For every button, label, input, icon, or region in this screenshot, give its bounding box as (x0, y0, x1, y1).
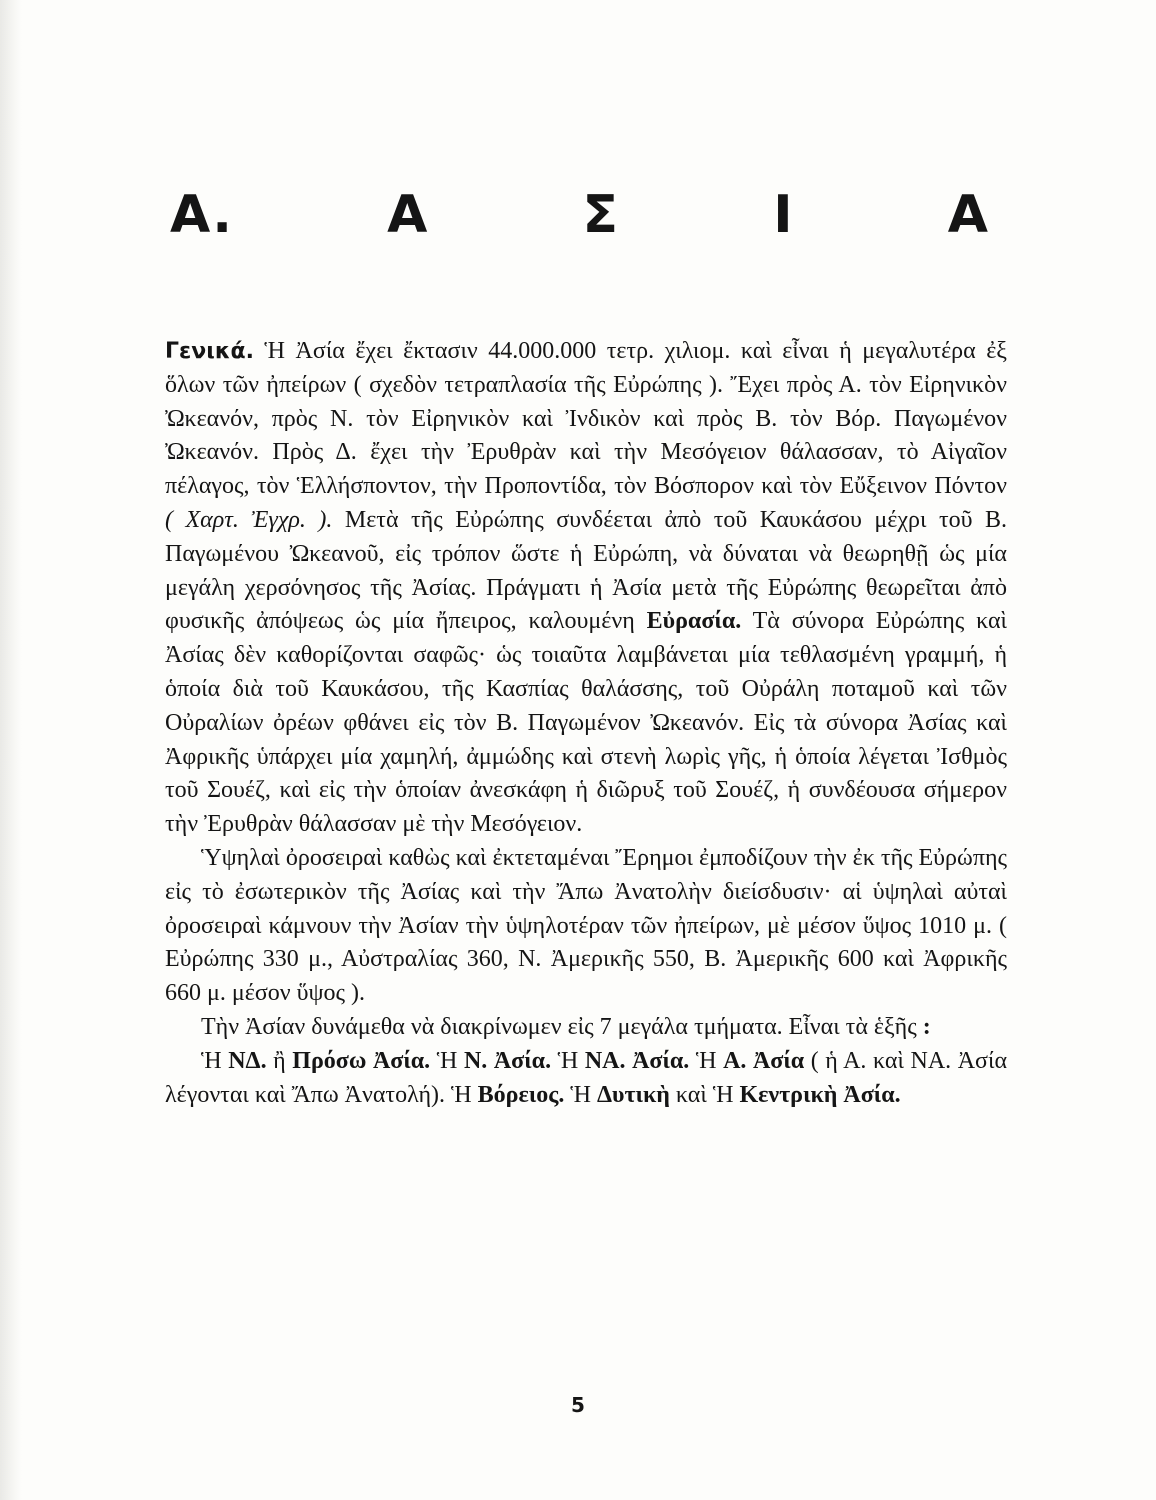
title-letter: Ι (773, 184, 795, 245)
text-run: Ἡ (689, 1047, 724, 1074)
text-run: Τὰ σύνορα Εὐρώπης καὶ Ἀσίας δὲν καθορίζονται σαφῶς· ὡς τοιαῦτα λαμβάνεται μία τεθλασμένη γραμμή, ἡ ὁποία διὰ τοῦ Καυκάσου, τῆς Κασπίας θαλάσσης, τοῦ Οὐράλη ποταμοῦ καὶ τῶν Οὐραλίων ὀρέων φθάνει εἰς τὸν Β. Παγωμένον Ὠκεανόν. Εἰς τὰ σύνορα Ἀσίας καὶ Ἀφρικῆς ὑπάρχει μία χαμηλή, ἀμμώδης καὶ στενὴ λωρὶς γῆς, ἡ ὁποία λέγεται Ἰσθμὸς τοῦ Σουέζ, καὶ εἰς τὴν ὁποίαν ἀνεσκάφη ἡ διῶρυξ τοῦ Σουέζ, ἡ συνδέουσα σήμερον τὴν Ἐρυθρὰν θάλασσαν μὲ τὴν Μεσόγειον. (165, 608, 1008, 838)
region-name: Δυτικὴ (596, 1081, 670, 1108)
region-name: Βόρειος. (477, 1081, 565, 1108)
text-run: Ἡ (564, 1081, 597, 1108)
map-reference: ( Χαρτ. Ἐγχρ. ). (165, 506, 333, 533)
page-number: 5 (571, 1393, 585, 1417)
paragraph-general (165, 335, 1007, 842)
paragraph-mountains: Ὑψηλαὶ ὀροσειραὶ καθὼς καὶ ἐκτεταμέναι Ἔρημοι ἐμποδίζουν τὴν ἐκ τῆς Εὐρώπης εἰς τὸ ἐσωτερικὸν τῆς Ἀσίας καὶ τὴν Ἄπω Ἀνατολὴν διείσδυσιν· αἱ ὑψηλαὶ αὐταὶ ὀροσειραὶ κάμνουν τὴν Ἀσίαν τὴν ὑψηλοτέραν τῶν ἠπείρων, μὲ μέσον ὕψος 1010 μ. ( Εὐρώπης 330 μ., Αὐστραλίας 360, Ν. Ἀμερικῆς 550, Β. Ἀμερικῆς 600 καὶ Ἀφρικῆς 660 μ. μέσον ὕψος ). (165, 844, 1008, 1007)
region-name: Πρόσω Ἀσία. (292, 1047, 431, 1074)
region-name: ΝΑ. Ἀσία. (584, 1047, 690, 1074)
text-run: Τὴν Ἀσίαν δυνάμεθα νὰ διακρίνωμεν εἰς 7 μεγάλα τμήματα. Εἶναι τὰ ἑξῆς (201, 1013, 917, 1040)
paragraph-divisions (165, 1011, 1007, 1045)
title-letter: Α. (170, 184, 234, 245)
text-run: Ἡ (201, 1047, 229, 1074)
page-title (170, 185, 990, 245)
body-text (165, 335, 1007, 1112)
text-run: Ἡ (551, 1047, 585, 1074)
section-lead: Γενικά. (165, 339, 254, 364)
title-letter: Α (387, 184, 430, 245)
scan-edge-shadow (0, 0, 22, 1500)
region-name: Κεντρικὴ Ἀσία. (739, 1081, 901, 1108)
region-name: Ν. Ἀσία. (463, 1047, 552, 1074)
text-run: Ἡ Ἀσία ἔχει ἔκτασιν 44.000.000 τετρ. χιλιομ. καὶ εἶναι ἡ μεγαλυτέρα ἐξ ὅλων τῶν ἠπείρων ( σχεδὸν τετραπλασία τῆς Εὐρώπης ). Ἔχει πρὸς Α. τὸν Εἰρηνικὸν Ὠκεανόν, πρὸς Ν. τὸν Εἰρηνικὸν καὶ Ἰνδικὸν καὶ πρὸς Β. τὸν Βόρ. Παγωμένον Ὠκεανόν. Πρὸς Δ. ἔχει τὴν Ἐρυθρὰν καὶ τὴν Μεσόγειον θάλασσαν, τὸ Αἰγαῖον πέλαγος, τὸν Ἑλλήσποντον, τὴν Προποντίδα, τὸν Βόσπορον καὶ τὸν Εὔξεινον Πόντον (165, 338, 1007, 500)
text-run: Ἡ (430, 1047, 464, 1074)
region-name: Α. Ἀσία (723, 1047, 805, 1074)
title-letter: Α (947, 184, 990, 245)
title-letter: Σ (582, 184, 621, 245)
text-run: : (916, 1013, 931, 1040)
term-eurasia: Εὐρασία. (646, 608, 742, 635)
text-run: Μετὰ τῆς Εὐρώπης συνδέεται ἀπὸ τοῦ Καυκάσου μέχρι τοῦ Β. Παγωμένου Ὠκεανοῦ, εἰς τρόπον ὥστε ἡ Εὐρώπη, νὰ δύναται νὰ θεωρηθῇ ὡς μία μεγάλη χερσόνησος τῆς Ἀσίας. Πράγματι ἡ Ἀσία μετὰ τῆς Εὐρώπης θεωρεῖται ἀπὸ φυσικῆς ἀπόψεως ὡς μία ἤπειρος, καλουμένη (165, 506, 1007, 635)
text-run: ἢ (266, 1047, 293, 1074)
paragraph-region-list (165, 1045, 1007, 1113)
text-run: ( ἡ Α. καὶ ΝΑ. Ἀσία λέγονται καὶ Ἄπω Ἀνατολή). Ἡ (165, 1047, 1008, 1108)
text-run: καὶ Ἡ (669, 1081, 740, 1108)
region-name: ΝΔ. (228, 1047, 267, 1074)
